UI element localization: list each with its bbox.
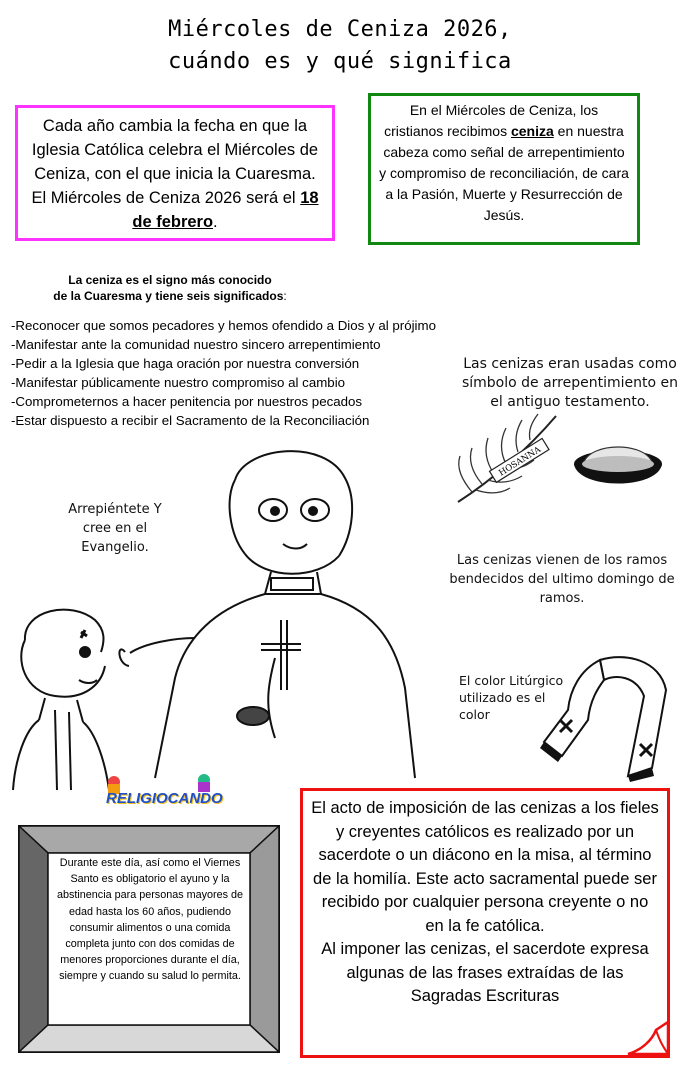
caption-ramos: Las cenizas vienen de los ramos bendecidos del ultimo domingo de ramos. [449, 553, 675, 606]
speech-bubble-text: Arrepiéntete Y cree en el Evangelio. [68, 502, 162, 555]
imposicion-para-2: Al imponer las cenizas, el sacerdote expresa algunas de las frases extraídas de las Sagradas Escrituras [321, 940, 649, 1005]
ash-bowl-icon [570, 428, 666, 504]
list-item: -Comprometernos a hacer penitencia por nuestros pecados [11, 394, 363, 409]
ceniza-after: en nuestra cabeza como señal de arrepentimiento y compromiso de reconciliación, de cara a la Pasión, Muerte y Resurrección de Jesús. [379, 123, 629, 223]
list-item: -Estar dispuesto a recibir el Sacramento de la Reconciliación [11, 413, 370, 428]
list-item: -Reconocer que somos pecadores y hemos ofendido a Dios y al prójimo [11, 318, 436, 333]
page-title [0, 14, 680, 78]
title-line-2: cuándo es y qué significa [168, 49, 512, 74]
boy-illustration [5, 600, 135, 790]
caption-antiguo-testamento: Las cenizas eran usadas como símbolo de arrepentimiento en el antiguo testamento. [461, 356, 679, 410]
caption-color: El color Litúrgico utilizado es el color [459, 673, 564, 722]
palm-branch-icon [452, 410, 562, 510]
significados-list [11, 316, 491, 430]
significados-intro [40, 272, 300, 304]
imposicion-box [300, 788, 670, 1058]
palm-label: HOSANNA [497, 444, 543, 479]
imposicion-para-1: El acto de imposición de las cenizas a los fieles y creyentes católicos es realizado por un sacerdote o un diácono en la misa, al término de la homilía. Este acto sacramental puede ser recibido por cualquier persona creyente o no en la fe católica. [311, 799, 659, 935]
list-item: -Pedir a la Iglesia que haga oración por nuestra conversión [11, 356, 360, 371]
intro-line-2: de la Cuaresma y tiene seis significados: [53, 289, 287, 303]
religiocando-logo [100, 770, 223, 816]
ceniza-before: En el Miércoles de Ceniza, los cristianos recibimos [384, 102, 599, 139]
list-item: -Manifestar ante la comunidad nuestro sincero arrepentimiento [11, 337, 381, 352]
logo-text: RELIGIOCANDO [106, 790, 223, 807]
intro-line-1: La ceniza es el signo más conocido [68, 273, 272, 287]
page-curl-icon [622, 1020, 672, 1060]
date-info-box [15, 105, 335, 241]
priest-illustration [95, 438, 445, 788]
ceniza-keyword: ceniza [510, 123, 554, 139]
title-line-1: Miércoles de Ceniza 2026, [168, 17, 512, 42]
ceniza-info-box [368, 93, 640, 245]
list-item: -Manifestar públicamente nuestro compromiso al cambio [11, 375, 346, 390]
date-info-end: . [213, 213, 218, 231]
date-info-text: Cada año cambia la fecha en que la Iglesia Católica celebra el Miércoles de Ceniza, con el que inicia la Cuaresma. El Miércoles de Ceniza 2026 será el [31, 117, 319, 207]
purple-stole-icon [540, 650, 680, 782]
ayuno-text: Durante este día, así como el Viernes Santo es obligatorio el ayuno y la abstinencia para personas mayores de edad hasta los 60 años, pudiendo consumir alimentos o una comida completa junto con dos comidas de menores proporciones durante el día, siempre y cuando su salud lo permita. [56, 857, 244, 983]
date-highlight: 18 de febrero [132, 189, 319, 231]
